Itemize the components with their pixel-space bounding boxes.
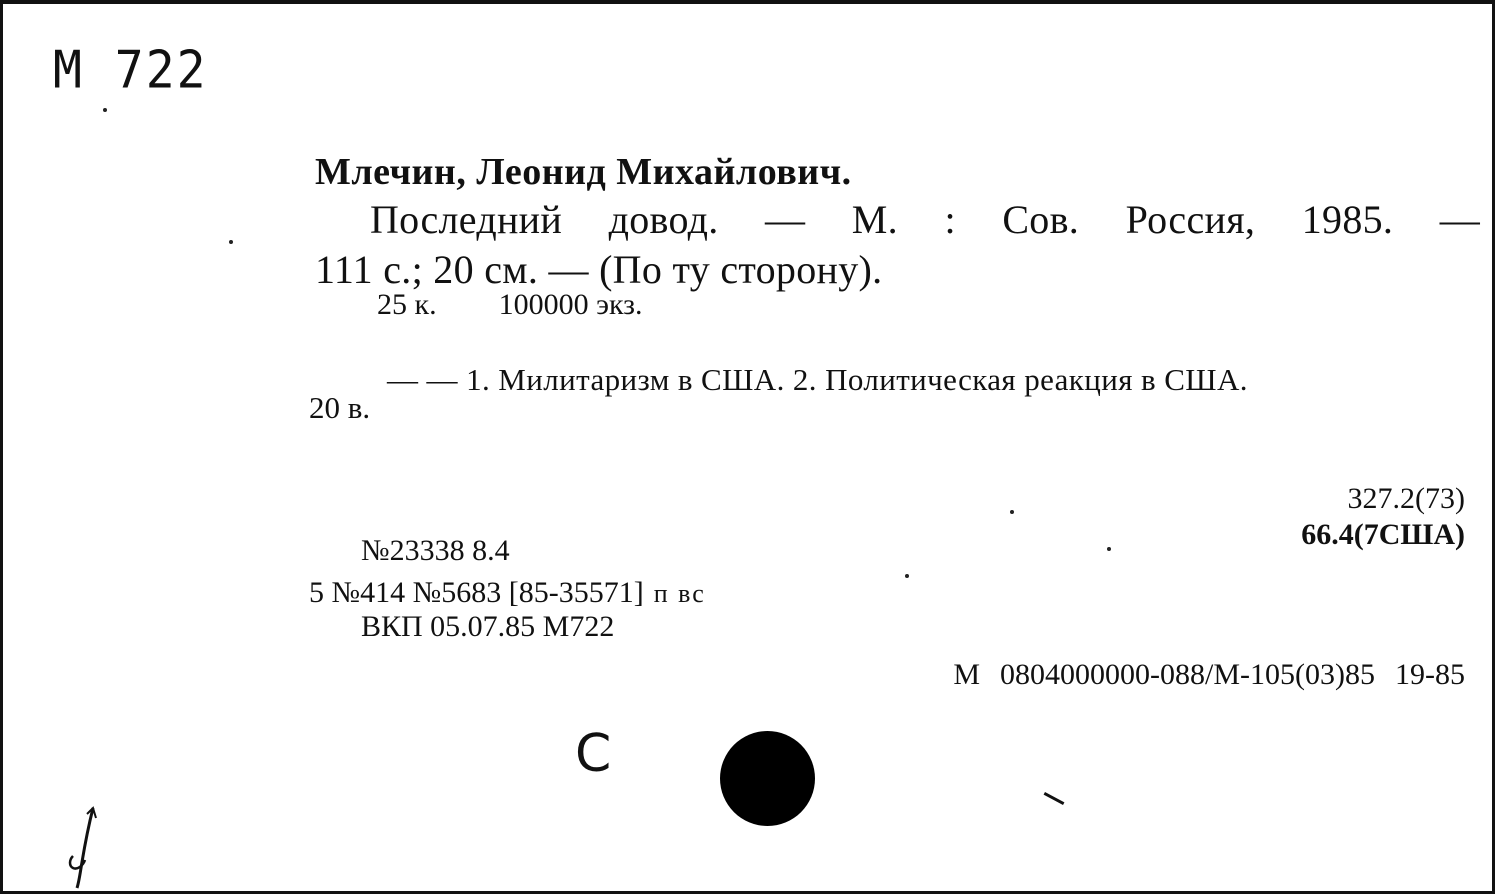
call-number: М 722 [53,40,208,101]
ink-speck [1107,547,1111,551]
punch-hole-dot [720,731,815,826]
pencil-mark [1044,792,1065,805]
subject-headings: — — 1. Милитаризм в США. 2. Политическая реакция в США. [387,362,1248,397]
copies: 100000 экз. [498,288,643,321]
bbk-index: 66.4(7США) [1301,518,1465,551]
bottom-letter: С [575,724,612,784]
publisher-code-line [953,658,1465,692]
print-info-suffix: п вс [653,579,706,608]
title-word: довод. [608,197,719,242]
price: 25 к. [377,288,437,321]
title-word: 1985. [1301,197,1394,242]
ink-speck [103,108,107,112]
handwritten-mark-icon [65,804,105,889]
print-info-main: 5 №414 №5683 [85-35571] [309,576,644,609]
title-word: — [765,197,806,242]
order-number: №23338 8.4 [361,534,510,567]
title-line [315,196,1480,243]
title-word: — [1439,197,1480,242]
author-heading: Млечин, Леонид Михайлович. [315,151,852,193]
publisher-code-suffix: 19-85 [1395,658,1465,691]
title-word: Последний [370,197,563,242]
title-line-row [315,196,1480,243]
ink-speck [905,574,909,578]
ink-speck [229,240,233,244]
title-word: М. [851,197,898,242]
collation-line: 111 с.; 20 см. — (По ту сторону). [315,247,883,292]
vkp-line: ВКП 05.07.85 М722 [361,610,615,643]
title-word: : [944,197,956,242]
title-word: Сов. [1002,197,1080,242]
title-word: Россия, [1125,197,1256,242]
price-line [377,288,642,322]
ink-speck [1010,510,1014,514]
udc-index: 327.2(73) [1347,482,1465,515]
print-info-line [309,576,706,610]
subject-headings-continued: 20 в. [309,390,371,425]
publisher-code-prefix: М [953,658,981,691]
publisher-code: 0804000000-088/М-105(03)85 [1000,658,1375,691]
